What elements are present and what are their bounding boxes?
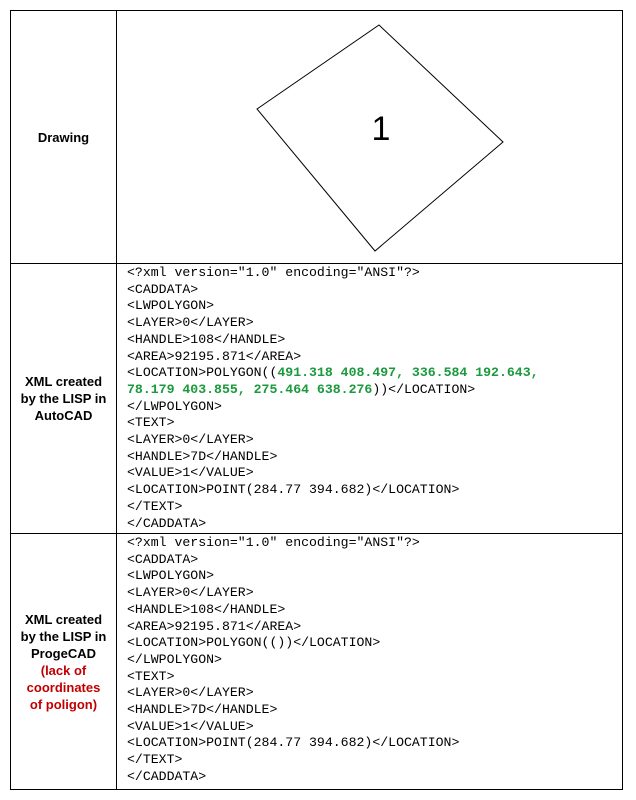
code-line: </TEXT> [127,752,183,768]
row-autocad [11,264,622,534]
code-line: </LWPOLYGON> [127,398,222,414]
code-line: <VALUE>1</VALUE> [127,465,254,481]
label-drawing [11,11,117,263]
code-line [127,382,622,399]
row-progecad [11,534,622,789]
code-line: <?xml version="1.0" encoding="ANSI"?> [127,535,420,550]
label-line: XML created [24,374,103,389]
polygon-coordinates: 78.179 403.855, 275.464 638.276 [127,381,373,397]
row-drawing [11,11,622,264]
label-note-line: coordinates [26,679,101,695]
code-line: <VALUE>1</VALUE> [127,718,254,734]
code-line: <AREA>92195.871</AREA> [127,348,302,364]
label-note-line: of poligon) [29,696,98,712]
code-line: <TEXT> [127,668,175,684]
autocad-xml-code [117,264,622,532]
polygon-coordinates: 491.318 408.497, 336.584 192.643, [277,365,539,381]
code-line [127,365,622,382]
progecad-xml-cell [117,534,622,789]
code-line: <LAYER>0</LAYER> [127,585,254,601]
code-line: <HANDLE>108</HANDLE> [127,331,286,347]
code-line: <LWPOLYGON> [127,298,215,314]
code-line: <LOCATION>POINT(284.77 394.682)</LOCATION> [127,482,460,498]
code-line: <HANDLE>7D</HANDLE> [127,702,278,718]
code-line: </TEXT> [127,498,183,514]
polygon-label: 1 [371,110,391,148]
label-drawing-text: Drawing [37,129,90,145]
code-line: <LAYER>0</LAYER> [127,432,254,448]
code-line: <LOCATION>POINT(284.77 394.682)</LOCATION> [127,735,460,751]
label-line: by the LISP in [20,628,107,644]
label-line: AutoCAD [34,408,93,423]
autocad-xml-cell [117,264,622,533]
code-line: <AREA>92195.871</AREA> [127,618,302,634]
label-autocad [11,264,117,533]
comparison-table [10,10,623,790]
code-line: <?xml version="1.0" encoding="ANSI"?> [127,265,420,280]
label-progecad [11,534,117,789]
code-line: </LWPOLYGON> [127,651,222,667]
code-line: </CADDATA> [127,515,207,531]
code-line: <LAYER>0</LAYER> [127,315,254,331]
label-line: ProgeCAD [30,645,96,661]
code-line: <HANDLE>7D</HANDLE> [127,448,278,464]
drawing-cell [117,11,622,263]
code-fragment: <LOCATION>POLYGON(( [127,365,278,381]
label-note-line: (lack of [40,662,87,678]
code-line: <CADDATA> [127,551,199,567]
code-line: <LWPOLYGON> [127,568,215,584]
polygon-drawing [117,11,622,264]
code-line: <TEXT> [127,415,175,431]
progecad-xml-code [117,534,622,786]
label-line: XML created [24,611,103,627]
code-fragment: ))</LOCATION> [372,381,476,397]
code-line: <CADDATA> [127,281,199,297]
code-line: <HANDLE>108</HANDLE> [127,601,286,617]
label-line: by the LISP in [20,391,107,406]
code-line: <LAYER>0</LAYER> [127,685,254,701]
code-line: <LOCATION>POLYGON(())</LOCATION> [127,635,381,651]
code-line: </CADDATA> [127,768,207,784]
